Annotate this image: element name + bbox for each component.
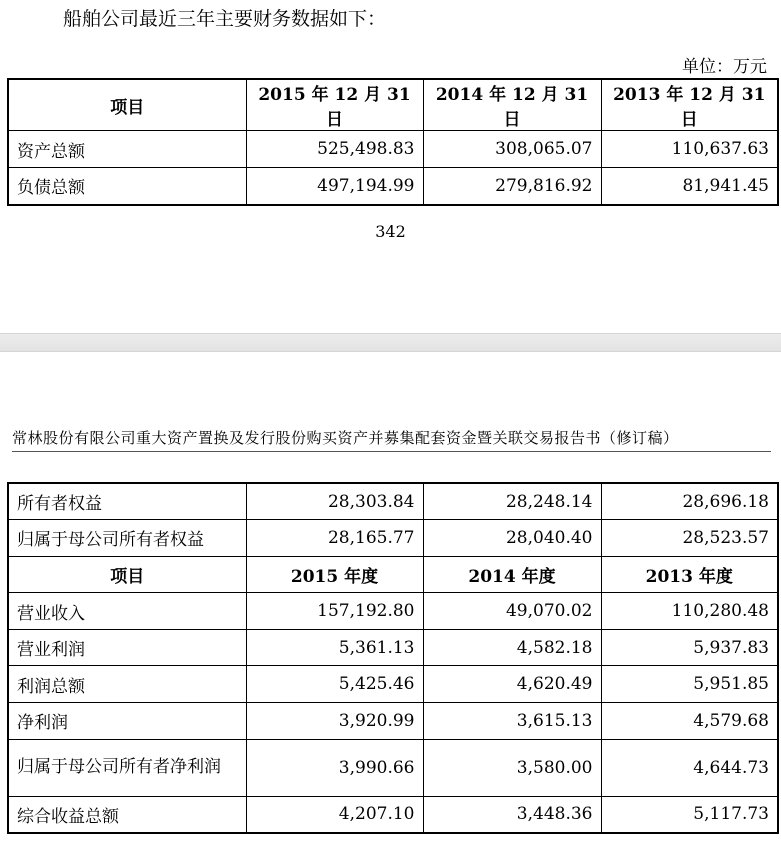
col-header-2014: 2014 年度 [423, 556, 601, 593]
cell-value: 81,941.45 [601, 168, 778, 205]
cell-value: 4,579.68 [601, 703, 778, 740]
intro-text: 船舶公司最近三年主要财务数据如下： [63, 8, 387, 30]
cell-value: 4,582.18 [423, 629, 601, 666]
cell-value: 28,248.14 [423, 483, 601, 520]
col-header-2013: 2013 年度 [601, 556, 778, 593]
cell-value: 5,361.13 [246, 629, 423, 666]
cell-value: 5,425.46 [246, 666, 423, 703]
cell-value: 28,165.77 [246, 520, 423, 557]
page-number: 342 [375, 222, 406, 241]
cell-value: 49,070.02 [423, 593, 601, 630]
cell-value: 110,637.63 [601, 131, 778, 168]
col-header-2015: 2015 年度 [246, 556, 423, 593]
page-break-gap [0, 333, 781, 352]
row-label: 归属于母公司所有者权益 [8, 520, 246, 557]
balance-table-2013-2015 [7, 78, 779, 206]
row-label: 净利润 [8, 703, 246, 740]
cell-value: 308,065.07 [423, 131, 601, 168]
col-header-2015: 2015 年 12 月 31 日 [246, 79, 423, 131]
cell-value: 4,620.49 [423, 666, 601, 703]
cell-value: 4,644.73 [601, 739, 778, 796]
row-label: 所有者权益 [8, 483, 246, 520]
cell-value: 5,937.83 [601, 629, 778, 666]
row-label: 综合收益总额 [8, 796, 246, 833]
financials-table-continued [7, 482, 779, 834]
table-header-row [8, 556, 778, 593]
cell-value: 279,816.92 [423, 168, 601, 205]
cell-value: 3,448.36 [423, 796, 601, 833]
unit-label: 单位：万元 [682, 57, 767, 77]
table-row [8, 131, 778, 168]
cell-value: 28,696.18 [601, 483, 778, 520]
col-header-item: 项目 [8, 556, 246, 593]
table-row [8, 629, 778, 666]
table-row [8, 666, 778, 703]
cell-value: 28,040.40 [423, 520, 601, 557]
cell-value: 5,951.85 [601, 666, 778, 703]
cell-value: 28,303.84 [246, 483, 423, 520]
table-row [8, 520, 778, 557]
table-row [8, 593, 778, 630]
col-header-2014: 2014 年 12 月 31 日 [423, 79, 601, 131]
table-row [8, 796, 778, 833]
running-header: 常林股份有限公司重大资产置换及发行股份购买资产并募集配套资金暨关联交易报告书（修订稿） [12, 429, 679, 447]
cell-value: 497,194.99 [246, 168, 423, 205]
cell-value: 110,280.48 [601, 593, 778, 630]
cell-value: 4,207.10 [246, 796, 423, 833]
row-label: 资产总额 [8, 131, 246, 168]
row-label: 负债总额 [8, 168, 246, 205]
table-row [8, 703, 778, 740]
col-header-2013: 2013 年 12 月 31 日 [601, 79, 778, 131]
col-header-item: 项目 [8, 79, 246, 131]
cell-value: 28,523.57 [601, 520, 778, 557]
cell-value: 525,498.83 [246, 131, 423, 168]
row-label: 营业利润 [8, 629, 246, 666]
cell-value: 3,920.99 [246, 703, 423, 740]
row-label: 归属于母公司所有者净利润 [8, 739, 246, 796]
table-row [8, 168, 778, 205]
cell-value: 3,615.13 [423, 703, 601, 740]
header-divider [12, 451, 771, 452]
cell-value: 3,990.66 [246, 739, 423, 796]
cell-value: 5,117.73 [601, 796, 778, 833]
table-header-row [8, 79, 778, 131]
row-label: 营业收入 [8, 593, 246, 630]
row-label: 利润总额 [8, 666, 246, 703]
cell-value: 3,580.00 [423, 739, 601, 796]
cell-value: 157,192.80 [246, 593, 423, 630]
table-row [8, 483, 778, 520]
table-row [8, 739, 778, 796]
